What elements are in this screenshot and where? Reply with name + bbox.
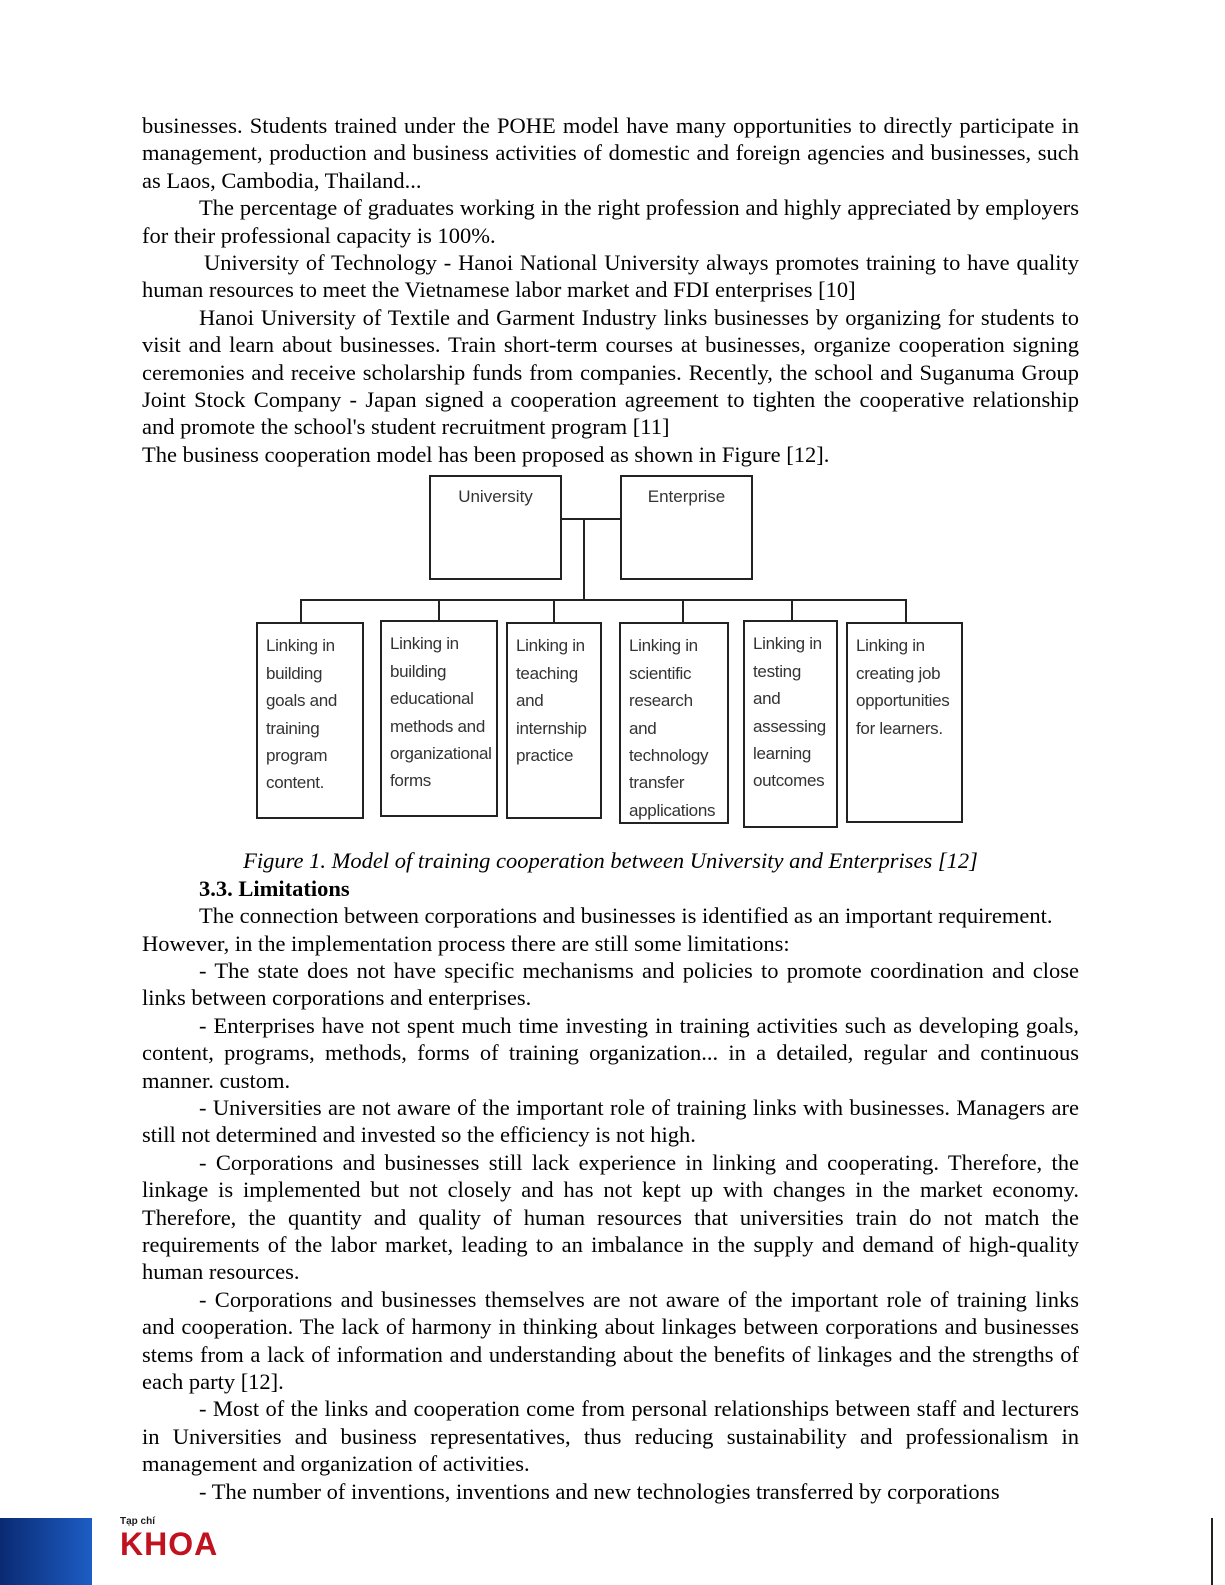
logo-big-text: KHOA	[120, 1526, 219, 1562]
paragraph: The business cooperation model has been proposed as shown in Figure [12].	[142, 441, 830, 467]
figure-diagram	[142, 468, 1079, 843]
journal-logo	[120, 1516, 280, 1585]
connector-line	[300, 599, 302, 623]
connector-line	[562, 518, 620, 520]
paragraph: The percentage of graduates working in the right profession and highly appreciated by employers for their professional capacity is 100%.	[142, 195, 1079, 248]
page-content	[142, 112, 1079, 1505]
paragraph: - Most of the links and cooperation come from personal relationships between staff and lecturers in Universities and business representatives, thus reducing sustainability and professionalism in management and organization of activities.	[142, 1396, 1079, 1477]
link-box-goals	[256, 622, 364, 819]
connector-line	[583, 518, 585, 600]
link-box-teaching	[506, 622, 602, 819]
link-box-label: Linking in building goals and training program content.	[266, 636, 338, 793]
link-box-label: Linking in creating job opportunities for learners.	[856, 636, 950, 738]
connector-line	[438, 599, 440, 621]
link-box-research	[619, 622, 729, 824]
link-box-testing	[743, 620, 838, 828]
footer-rule	[1211, 1518, 1213, 1585]
paragraph: Hanoi University of Textile and Garment Industry links businesses by organizing for students to visit and learn about businesses. Train short-term courses at businesses, organize cooperation signing ceremonies and receive scholarship funds from companies. Recently, the school and Suganuma Group Joint Stock Company - Japan signed a cooperation agreement to tighten the cooperative relationship and promote the school's student recruitment program [11]	[142, 304, 1079, 440]
paragraph: - The number of inventions, inventions and new technologies transferred by corporations	[199, 1478, 1000, 1504]
connector-line	[553, 599, 555, 623]
figure-caption: Figure 1. Model of training cooperation between University and Enterprises [12]	[243, 848, 978, 874]
paragraph: University of Technology - Hanoi National University always promotes training to have quality human resources to meet the Vietnamese labor market and FDI enterprises [10]	[142, 250, 1079, 303]
paragraph: - Universities are not aware of the important role of training links with businesses. Managers are still not determined and invested so the efficiency is not high.	[142, 1094, 1079, 1148]
link-box-label: Linking in testing and assessing learning outcomes	[753, 634, 826, 791]
link-box-jobs	[846, 622, 963, 823]
enterprise-box: Enterprise	[620, 475, 753, 580]
paragraph: - Enterprises have not spent much time investing in training activities such as developing goals, content, programs, methods, forms of training organization... in a detailed, regular and continuous manner. custom.	[142, 1012, 1079, 1093]
link-box-label: Linking in teaching and internship practice	[516, 636, 587, 765]
footer-color-bar	[0, 1518, 92, 1585]
connector-line	[905, 599, 907, 623]
paragraph: businesses. Students trained under the POHE model have many opportunities to directly participate in management, production and business activities of domestic and foreign agencies and businesses, such as Laos, Cambodia, Thailand...	[142, 113, 1079, 193]
connector-line	[682, 599, 684, 623]
paragraph: The connection between corporations and businesses is identified as an important requirement. However, in the implementation process there are still some limitations:	[142, 903, 1053, 956]
link-box-label: Linking in scientific research and technology transfer applications	[629, 636, 716, 820]
connector-line	[300, 599, 907, 601]
logo-small-text: Tạp chí	[120, 1516, 156, 1527]
paragraph: - The state does not have specific mechanisms and policies to promote coordination and close links between corporations and enterprises.	[142, 957, 1079, 1011]
paragraph: - Corporations and businesses still lack experience in linking and cooperating. Therefore, the linkage is implemented but not closely and has not kept up with changes in the market economy. Therefore, the quantity and quality of human resources that universities train do not match the requirements of the labor market, leading to an imbalance in the supply and demand of high-quality human resources.	[142, 1149, 1079, 1285]
section-heading: 3.3. Limitations	[199, 875, 350, 901]
link-box-methods	[380, 620, 498, 817]
paragraph: - Corporations and businesses themselves are not aware of the important role of training links and cooperation. The lack of harmony in thinking about linkages between corporations and businesses stems from a lack of information and understanding about the benefits of linkages and the strengths of each party [12].	[142, 1286, 1079, 1394]
link-box-label: Linking in building educational methods and organizational forms	[390, 634, 492, 791]
university-box: University	[429, 475, 562, 580]
